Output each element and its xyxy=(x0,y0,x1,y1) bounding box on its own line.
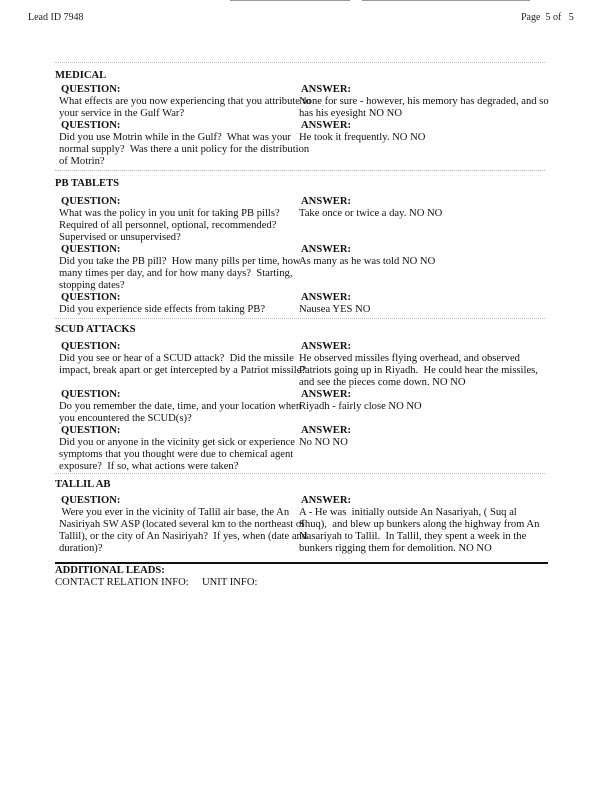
question-text-line: many times per day, and for how many days? Starting, xyxy=(59,268,293,279)
question-text-line: Did you experience side effects from taking PB? xyxy=(59,304,266,315)
question-text-line: Were you ever in the vicinity of Tallil air base, the An xyxy=(59,507,290,518)
divider xyxy=(55,562,548,564)
question-text-line: Did you see or hear of a SCUD attack? Did the missile xyxy=(59,353,294,364)
question-label: QUESTION: xyxy=(61,292,121,303)
answer-text-line: He observed missiles flying overhead, and observed xyxy=(299,353,520,364)
answer-text-line: Shuq), and blew up bunkers along the highway from An xyxy=(299,519,540,530)
answer-label: ANSWER: xyxy=(301,425,352,436)
question-label: QUESTION: xyxy=(61,84,121,95)
section-title: SCUD ATTACKS xyxy=(55,324,136,335)
question-text-line: Did you take the PB pill? How many pills per time, how xyxy=(59,256,301,267)
question-text-line: your service in the Gulf War? xyxy=(59,108,185,119)
question-text-line: you encountered the SCUD(s)? xyxy=(59,413,192,424)
question-text-line: exposure? If so, what actions were taken? xyxy=(59,461,239,472)
scan-artifact-line xyxy=(230,0,350,1)
question-label: QUESTION: xyxy=(61,495,121,506)
section-title: PB TABLETS xyxy=(55,178,120,189)
question-text-line: Required of all personnel, optional, recommended? xyxy=(59,220,277,231)
question-text-line: Nasiriyah SW ASP (located several km to the northeast of xyxy=(59,519,305,530)
answer-text-line: He took it frequently. NO NO xyxy=(299,132,426,143)
section-separator xyxy=(55,170,545,171)
question-text-line: duration)? xyxy=(59,543,103,554)
question-text-line: What was the policy in you unit for taking PB pills? xyxy=(59,208,280,219)
question-text-line: What effects are you now experiencing that you attribute to xyxy=(59,96,311,107)
answer-text-line: bunkers rigging them for demolition. NO NO xyxy=(299,543,492,554)
answer-text-line: Nausea YES NO xyxy=(299,304,371,315)
answer-text-line: Patriots going up in Riyadh. He could hear the missiles, xyxy=(299,365,538,376)
section-separator xyxy=(55,62,545,63)
scan-artifact-line xyxy=(362,0,530,1)
answer-text-line: Nasariyah to Tallil. In Tallil, they spent a week in the xyxy=(299,531,527,542)
question-text-line: Supervised or unsupervised? xyxy=(59,232,181,243)
section-title: MEDICAL xyxy=(55,70,107,81)
section-separator xyxy=(55,473,545,474)
question-label: QUESTION: xyxy=(61,196,121,207)
question-text-line: impact, break apart or get intercepted by a Patriot missile? xyxy=(59,365,307,376)
answer-text-line: Riyadh - fairly close NO NO xyxy=(299,401,422,412)
question-text-line: Do you remember the date, time, and your location when xyxy=(59,401,302,412)
question-label: QUESTION: xyxy=(61,120,121,131)
contact-relation-info: CONTACT RELATION INFO: xyxy=(55,577,189,588)
answer-label: ANSWER: xyxy=(301,120,352,131)
section-title: TALLIL AB xyxy=(55,479,111,490)
answer-label: ANSWER: xyxy=(301,292,352,303)
answer-text-line: has his eyesight NO NO xyxy=(299,108,402,119)
answer-text-line: Take once or twice a day. NO NO xyxy=(299,208,443,219)
question-label: QUESTION: xyxy=(61,425,121,436)
unit-info: UNIT INFO: xyxy=(202,577,258,588)
answer-label: ANSWER: xyxy=(301,341,352,352)
answer-text-line: and see the pieces come down. NO NO xyxy=(299,377,466,388)
answer-label: ANSWER: xyxy=(301,389,352,400)
question-label: QUESTION: xyxy=(61,244,121,255)
lead-id: Lead ID 7948 xyxy=(28,12,84,23)
answer-label: ANSWER: xyxy=(301,196,352,207)
question-text-line: Tallil), or the city of An Nasiriyah? If yes, when (date and xyxy=(59,531,308,542)
answer-label: ANSWER: xyxy=(301,495,352,506)
additional-leads-heading: ADDITIONAL LEADS: xyxy=(55,565,165,576)
answer-text-line: As many as he was told NO NO xyxy=(299,256,436,267)
question-text-line: symptoms that you thought were due to chemical agent xyxy=(59,449,294,460)
answer-label: ANSWER: xyxy=(301,244,352,255)
question-label: QUESTION: xyxy=(61,341,121,352)
question-text-line: of Motrin? xyxy=(59,156,105,167)
page-number: Page 5 of 5 xyxy=(521,12,574,23)
answer-label: ANSWER: xyxy=(301,84,352,95)
question-text-line: stopping dates? xyxy=(59,280,125,291)
answer-text-line: A - He was initially outside An Nasariyah, ( Suq al xyxy=(299,507,517,518)
answer-text-line: None for sure - however, his memory has degraded, and so xyxy=(299,96,549,107)
question-label: QUESTION: xyxy=(61,389,121,400)
section-separator xyxy=(55,318,545,319)
question-text-line: normal supply? Was there a unit policy for the distribution xyxy=(59,144,310,155)
question-text-line: Did you or anyone in the vicinity get sick or experience xyxy=(59,437,295,448)
question-text-line: Did you use Motrin while in the Gulf? What was your xyxy=(59,132,291,143)
answer-text-line: No NO NO xyxy=(299,437,348,448)
